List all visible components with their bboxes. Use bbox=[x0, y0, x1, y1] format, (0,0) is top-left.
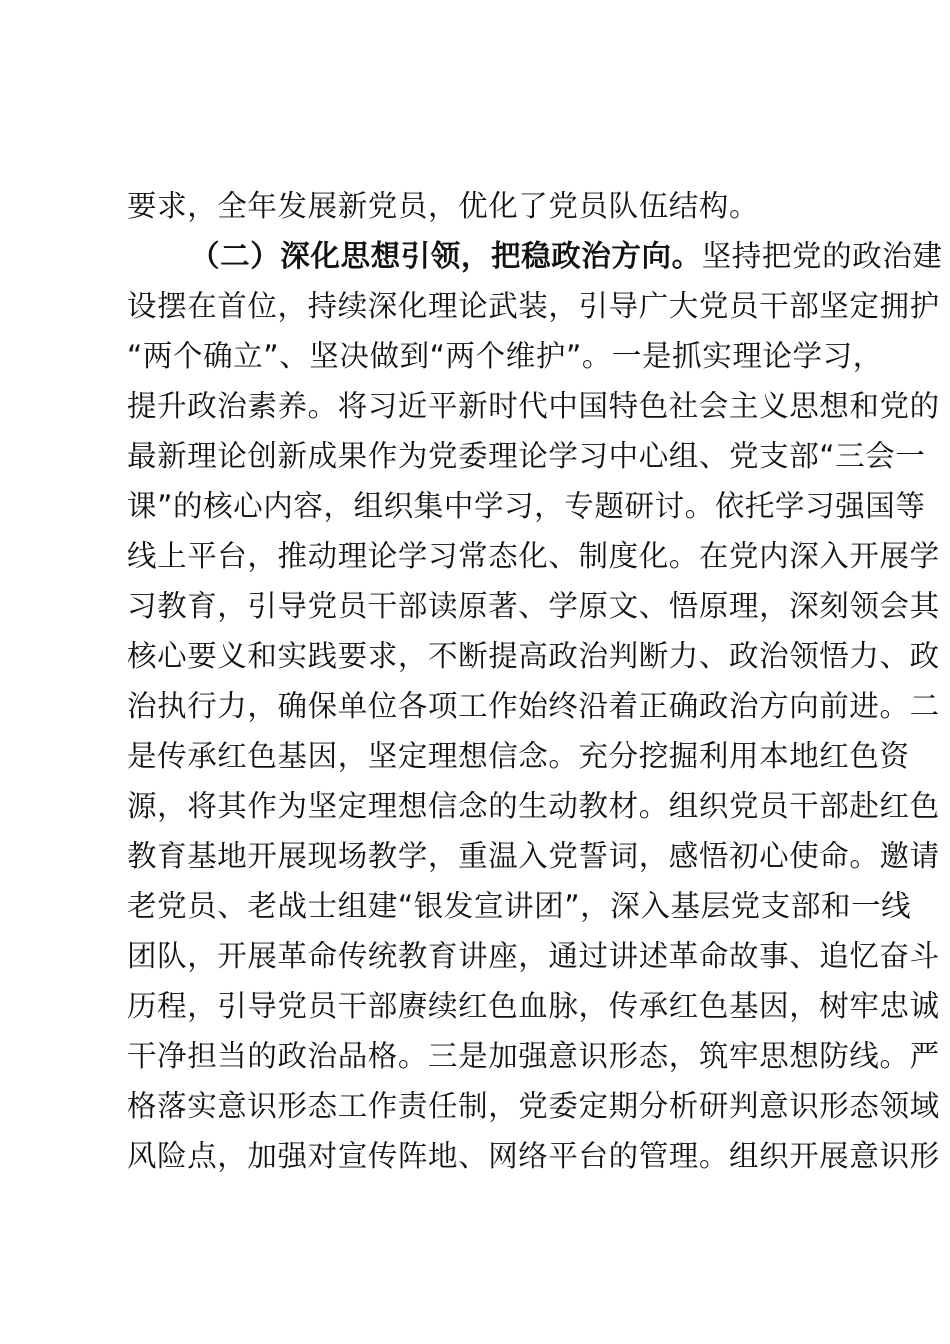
text-line-13: 源，将其作为坚定理想信念的生动教材。组织党员干部赴红色 bbox=[127, 789, 940, 823]
section-heading-line bbox=[190, 236, 943, 276]
text-line-17: 历程，引导党员干部赓续红色血脉，传承红色基因，树牢忠诚 bbox=[127, 989, 940, 1023]
text-line-12: 是传承红色基因，坚定理想信念。充分挖掘利用本地红色资 bbox=[127, 739, 910, 773]
text-line-15: 老党员、老战士组建“银发宣讲团”，深入基层党支部和一线 bbox=[127, 889, 912, 923]
text-line-10: 核心要义和实践要求，不断提高政治判断力、政治领悟力、政 bbox=[127, 639, 940, 673]
text-line-8: 线上平台，推动理论学习常态化、制度化。在党内深入开展学 bbox=[127, 539, 940, 573]
text-line-9: 习教育，引导党员干部读原著、学原文、悟原理，深刻领会其 bbox=[127, 589, 940, 623]
text-line-5: 提升政治素养。将习近平新时代中国特色社会主义思想和党的 bbox=[127, 389, 940, 423]
text-line-6: 最新理论创新成果作为党委理论学习中心组、党支部“三会一 bbox=[127, 439, 926, 473]
text-line-14: 教育基地开展现场教学，重温入党誓词，感悟初心使命。邀请 bbox=[127, 839, 940, 873]
text-line-20: 风险点，加强对宣传阵地、网络平台的管理。组织开展意识形 bbox=[127, 1139, 940, 1173]
section-heading-continuation: 坚持把党的政治建 bbox=[701, 239, 943, 273]
section-heading: （二）深化思想引领，把稳政治方向。 bbox=[190, 239, 702, 273]
text-line-18: 干净担当的政治品格。三是加强意识形态，筑牢思想防线。严 bbox=[127, 1039, 940, 1073]
text-line-11: 治执行力，确保单位各项工作始终沿着正确政治方向前进。二 bbox=[127, 689, 940, 723]
text-line-19: 格落实意识形态工作责任制，党委定期分析研判意识形态领域 bbox=[127, 1089, 940, 1123]
text-line-4: “两个确立”、坚决做到“两个维护”。一是抓实理论学习， bbox=[127, 339, 883, 373]
text-line-1: 要求，全年发展新党员，优化了党员队伍结构。 bbox=[127, 189, 760, 223]
text-line-7: 课”的核心内容，组织集中学习，专题研讨。依托学习强国等 bbox=[127, 489, 926, 523]
text-line-16: 团队，开展革命传统教育讲座，通过讲述革命故事、追忆奋斗 bbox=[127, 939, 940, 973]
text-line-3: 设摆在首位，持续深化理论武装，引导广大党员干部坚定拥护 bbox=[127, 289, 940, 323]
